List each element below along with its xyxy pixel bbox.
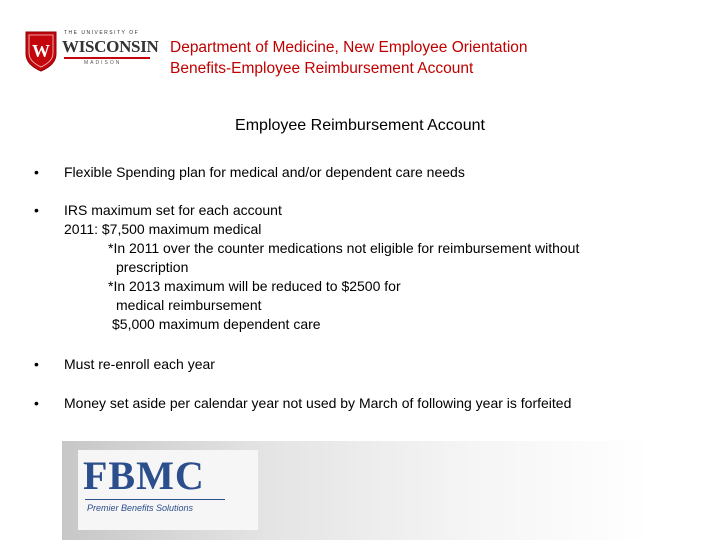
header-title [170,37,528,79]
list-item-3: Must re-enroll each year [64,356,215,372]
fbmc-tagline: Premier Benefits Solutions [87,503,194,513]
uw-madison-logo [24,28,159,78]
bullet-icon: • [34,395,39,411]
sub-item: prescription [116,259,189,275]
fbmc-rule [85,499,225,500]
list-item-1: Flexible Spending plan for medical and/or dependent care needs [64,164,465,180]
list-item-4: Money set aside per calendar year not used by March of following year is forfeited [64,395,572,411]
sub-item: 2011: $7,500 maximum medical [64,221,262,237]
header-line-2: Benefits-Employee Reimbursement Account [170,60,474,77]
page-title: Employee Reimbursement Account [235,117,485,134]
crest-letter: W [32,41,50,61]
uw-crest-icon [24,30,58,72]
list-item-2 [64,201,579,334]
fbmc-banner [62,441,650,540]
header-line-1: Department of Medicine, New Employee Orientation [170,39,528,56]
sub-item: $5,000 maximum dependent care [112,316,321,332]
sub-item: *In 2011 over the counter medications not eligible for reimbursement without [108,240,580,256]
sub-item: medical reimbursement [116,297,262,313]
fbmc-logo: FBMC [83,453,205,498]
list-item-2-text: IRS maximum set for each account [64,202,282,218]
logo-the-university: THE UNIVERSITY OF [64,30,140,36]
bullet-icon: • [34,164,39,180]
bullet-icon: • [34,356,39,372]
logo-madison: MADISON [84,60,122,66]
sub-item: *In 2013 maximum will be reduced to $2500 for [108,278,401,294]
bullet-icon: • [34,202,39,218]
logo-wisconsin: WISCONSIN [62,37,159,56]
logo-rule [64,57,150,59]
